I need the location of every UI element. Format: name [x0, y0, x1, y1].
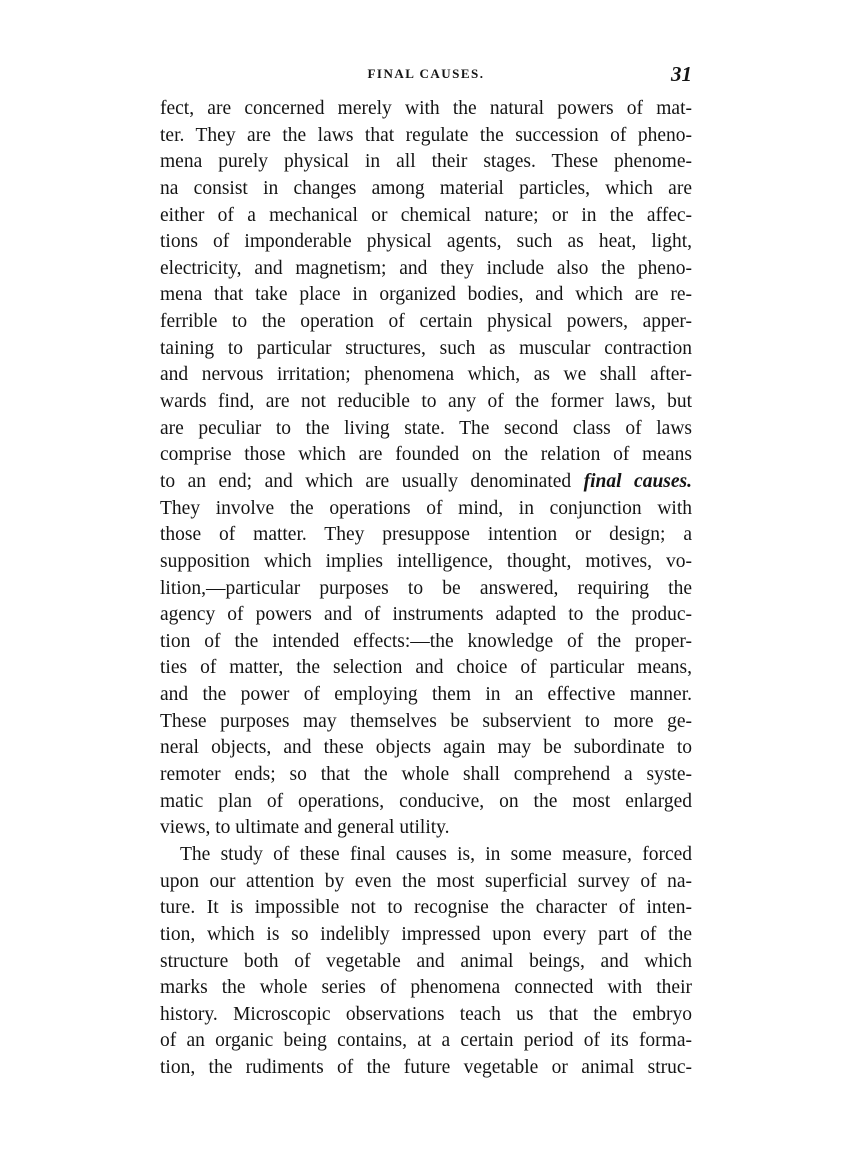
text-line [160, 469, 692, 496]
text-line: They involve the operations of mind, in conjunction with [160, 497, 692, 519]
text-line: supposition which implies intelligence, thought, motives, vo- [160, 550, 692, 572]
text-line: ties of matter, the selection and choice of particular means, [160, 657, 692, 679]
text-line: comprise those which are founded on the relation of means [160, 444, 692, 466]
paragraph [160, 842, 692, 1082]
text-line: of an organic being contains, at a certain period of its forma- [160, 1030, 692, 1052]
page-number: 31 [671, 62, 692, 86]
text-line: tion of the intended effects:—the knowledge of the proper- [160, 630, 692, 652]
text-line: and nervous irritation; phenomena which, as we shall after- [160, 364, 692, 386]
text-line: remoter ends; so that the whole shall comprehend a syste- [160, 764, 692, 786]
italic-term: final causes. [583, 470, 692, 492]
text-line: structure both of vegetable and animal beings, and which [160, 950, 692, 972]
text-line: mena purely physical in all their stages. These phenome- [160, 151, 692, 173]
text-line: wards find, are not reducible to any of the former laws, but [160, 391, 692, 413]
text-line: lition,—particular purposes to be answered, requiring the [160, 577, 692, 599]
text-line: tion, the rudiments of the future vegetable or animal struc- [160, 1057, 692, 1079]
text-line: tion, which is so indelibly impressed upon every part of the [160, 923, 692, 945]
text-line: ture. It is impossible not to recognise the character of inten- [160, 897, 692, 919]
text-line: views, to ultimate and general utility. [160, 817, 450, 839]
text-line: agency of powers and of instruments adapted to the produc- [160, 604, 692, 626]
text-line: neral objects, and these objects again may be subordinate to [160, 737, 692, 759]
text-line: and the power of employing them in an effective manner. [160, 684, 692, 706]
running-head [160, 62, 692, 92]
running-title: FINAL CAUSES. [367, 66, 485, 81]
text-line: those of matter. They presuppose intention or design; a [160, 524, 692, 546]
text-line: na consist in changes among material particles, which are [160, 177, 692, 199]
text-line: upon our attention by even the most superficial survey of na- [160, 870, 692, 892]
text-line: history. Microscopic observations teach us that the embryo [160, 1003, 692, 1025]
text-line: fect, are concerned merely with the natural powers of mat- [160, 98, 692, 119]
text-line: These purposes may themselves be subservient to more ge- [160, 710, 692, 732]
text-line: marks the whole series of phenomena connected with their [160, 977, 692, 999]
body-text [160, 96, 692, 1082]
text-line: mena that take place in organized bodies, and which are re- [160, 284, 692, 306]
text-line: ferrible to the operation of certain physical powers, apper- [160, 311, 692, 333]
text-line: ter. They are the laws that regulate the succession of pheno- [160, 124, 692, 146]
text-line: tions of imponderable physical agents, such as heat, light, [160, 231, 692, 253]
text-line: The study of these final causes is, in some measure, forced [180, 843, 692, 865]
line-text: to an end; and which are usually denominated [160, 470, 584, 492]
text-line: either of a mechanical or chemical nature; or in the affec- [160, 204, 692, 226]
text-line: electricity, and magnetism; and they include also the pheno- [160, 257, 692, 279]
text-line: taining to particular structures, such as muscular contraction [160, 337, 692, 359]
paragraph [160, 96, 692, 842]
text-line: are peculiar to the living state. The second class of laws [160, 417, 692, 439]
text-line: matic plan of operations, conducive, on the most enlarged [160, 790, 692, 812]
